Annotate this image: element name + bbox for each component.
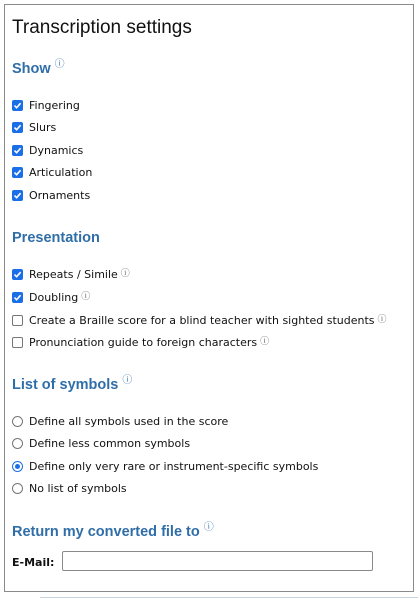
radio-row-no-list[interactable] (12, 479, 127, 497)
checkbox-checked[interactable] (12, 269, 23, 280)
info-icon[interactable]: ⓘ (120, 268, 130, 279)
checkbox-checked[interactable] (12, 167, 23, 178)
radio-button[interactable] (12, 438, 23, 449)
checkbox-row-fingering[interactable] (12, 96, 80, 114)
checkbox-row-pronunciation-guide[interactable] (12, 333, 269, 351)
checkbox-row-articulation[interactable] (12, 163, 92, 181)
checkbox-checked[interactable] (12, 292, 23, 303)
info-icon[interactable]: ⓘ (260, 336, 270, 347)
checkbox-row-slurs[interactable] (12, 118, 56, 136)
show-heading-text: Show (12, 60, 51, 77)
checkmark-icon (13, 168, 22, 177)
checkmark-icon (13, 191, 22, 200)
section-heading-list-of-symbols (12, 376, 132, 393)
checkbox-label: Dynamics (29, 143, 84, 157)
checkbox-label: Ornaments (29, 188, 91, 202)
checkbox-label: Doubling (29, 290, 79, 304)
checkbox-checked[interactable] (12, 190, 23, 201)
radio-label: No list of symbols (29, 481, 127, 495)
checkmark-icon (13, 101, 22, 110)
email-label: E-Mail: (12, 556, 55, 569)
checkbox-row-ornaments[interactable] (12, 186, 90, 204)
section-heading-return-file (12, 523, 214, 540)
checkbox-label: Pronunciation guide to foreign characters (29, 335, 258, 349)
checkbox-label: Repeats / Simile (29, 267, 118, 281)
checkbox-unchecked[interactable] (12, 337, 23, 348)
section-heading-show (12, 60, 65, 77)
checkbox-checked[interactable] (12, 122, 23, 133)
checkbox-label: Create a Braille score for a blind teacher with sighted students (29, 313, 375, 327)
checkbox-row-dynamics[interactable] (12, 141, 83, 159)
checkmark-icon (13, 270, 22, 279)
radio-label: Define all symbols used in the score (29, 414, 229, 428)
checkbox-label: Articulation (29, 165, 93, 179)
radio-row-define-all[interactable] (12, 412, 228, 430)
info-icon[interactable]: ⓘ (377, 314, 387, 325)
symbols-heading-text: List of symbols (12, 376, 119, 393)
checkbox-label: Slurs (29, 120, 57, 134)
info-icon[interactable]: ⓘ (122, 375, 133, 386)
checkmark-icon (13, 293, 22, 302)
info-icon[interactable]: ⓘ (81, 291, 91, 302)
radio-label: Define only very rare or instrument-specific symbols (29, 459, 319, 473)
radio-label: Define less common symbols (29, 436, 191, 450)
email-input[interactable] (62, 551, 373, 571)
checkbox-checked[interactable] (12, 145, 23, 156)
checkbox-unchecked[interactable] (12, 315, 23, 326)
section-heading-presentation: Presentation (12, 230, 100, 246)
radio-button[interactable] (12, 483, 23, 494)
radio-button[interactable] (12, 416, 23, 427)
divider (40, 597, 418, 598)
radio-button-selected[interactable] (12, 461, 23, 472)
checkmark-icon (13, 146, 22, 155)
radio-row-define-less-common[interactable] (12, 434, 190, 452)
return-heading-text: Return my converted file to (12, 523, 200, 540)
info-icon[interactable]: ⓘ (54, 59, 65, 70)
radio-dot (15, 464, 20, 469)
checkbox-row-braille-score[interactable] (12, 311, 387, 329)
checkbox-label: Fingering (29, 98, 80, 112)
checkbox-checked[interactable] (12, 100, 23, 111)
checkbox-row-repeats-simile[interactable] (12, 265, 130, 283)
info-icon[interactable]: ⓘ (203, 522, 214, 533)
checkmark-icon (13, 123, 22, 132)
checkbox-row-doubling[interactable] (12, 288, 90, 306)
page-title: Transcription settings (12, 17, 192, 38)
radio-row-define-rare[interactable] (12, 457, 318, 475)
